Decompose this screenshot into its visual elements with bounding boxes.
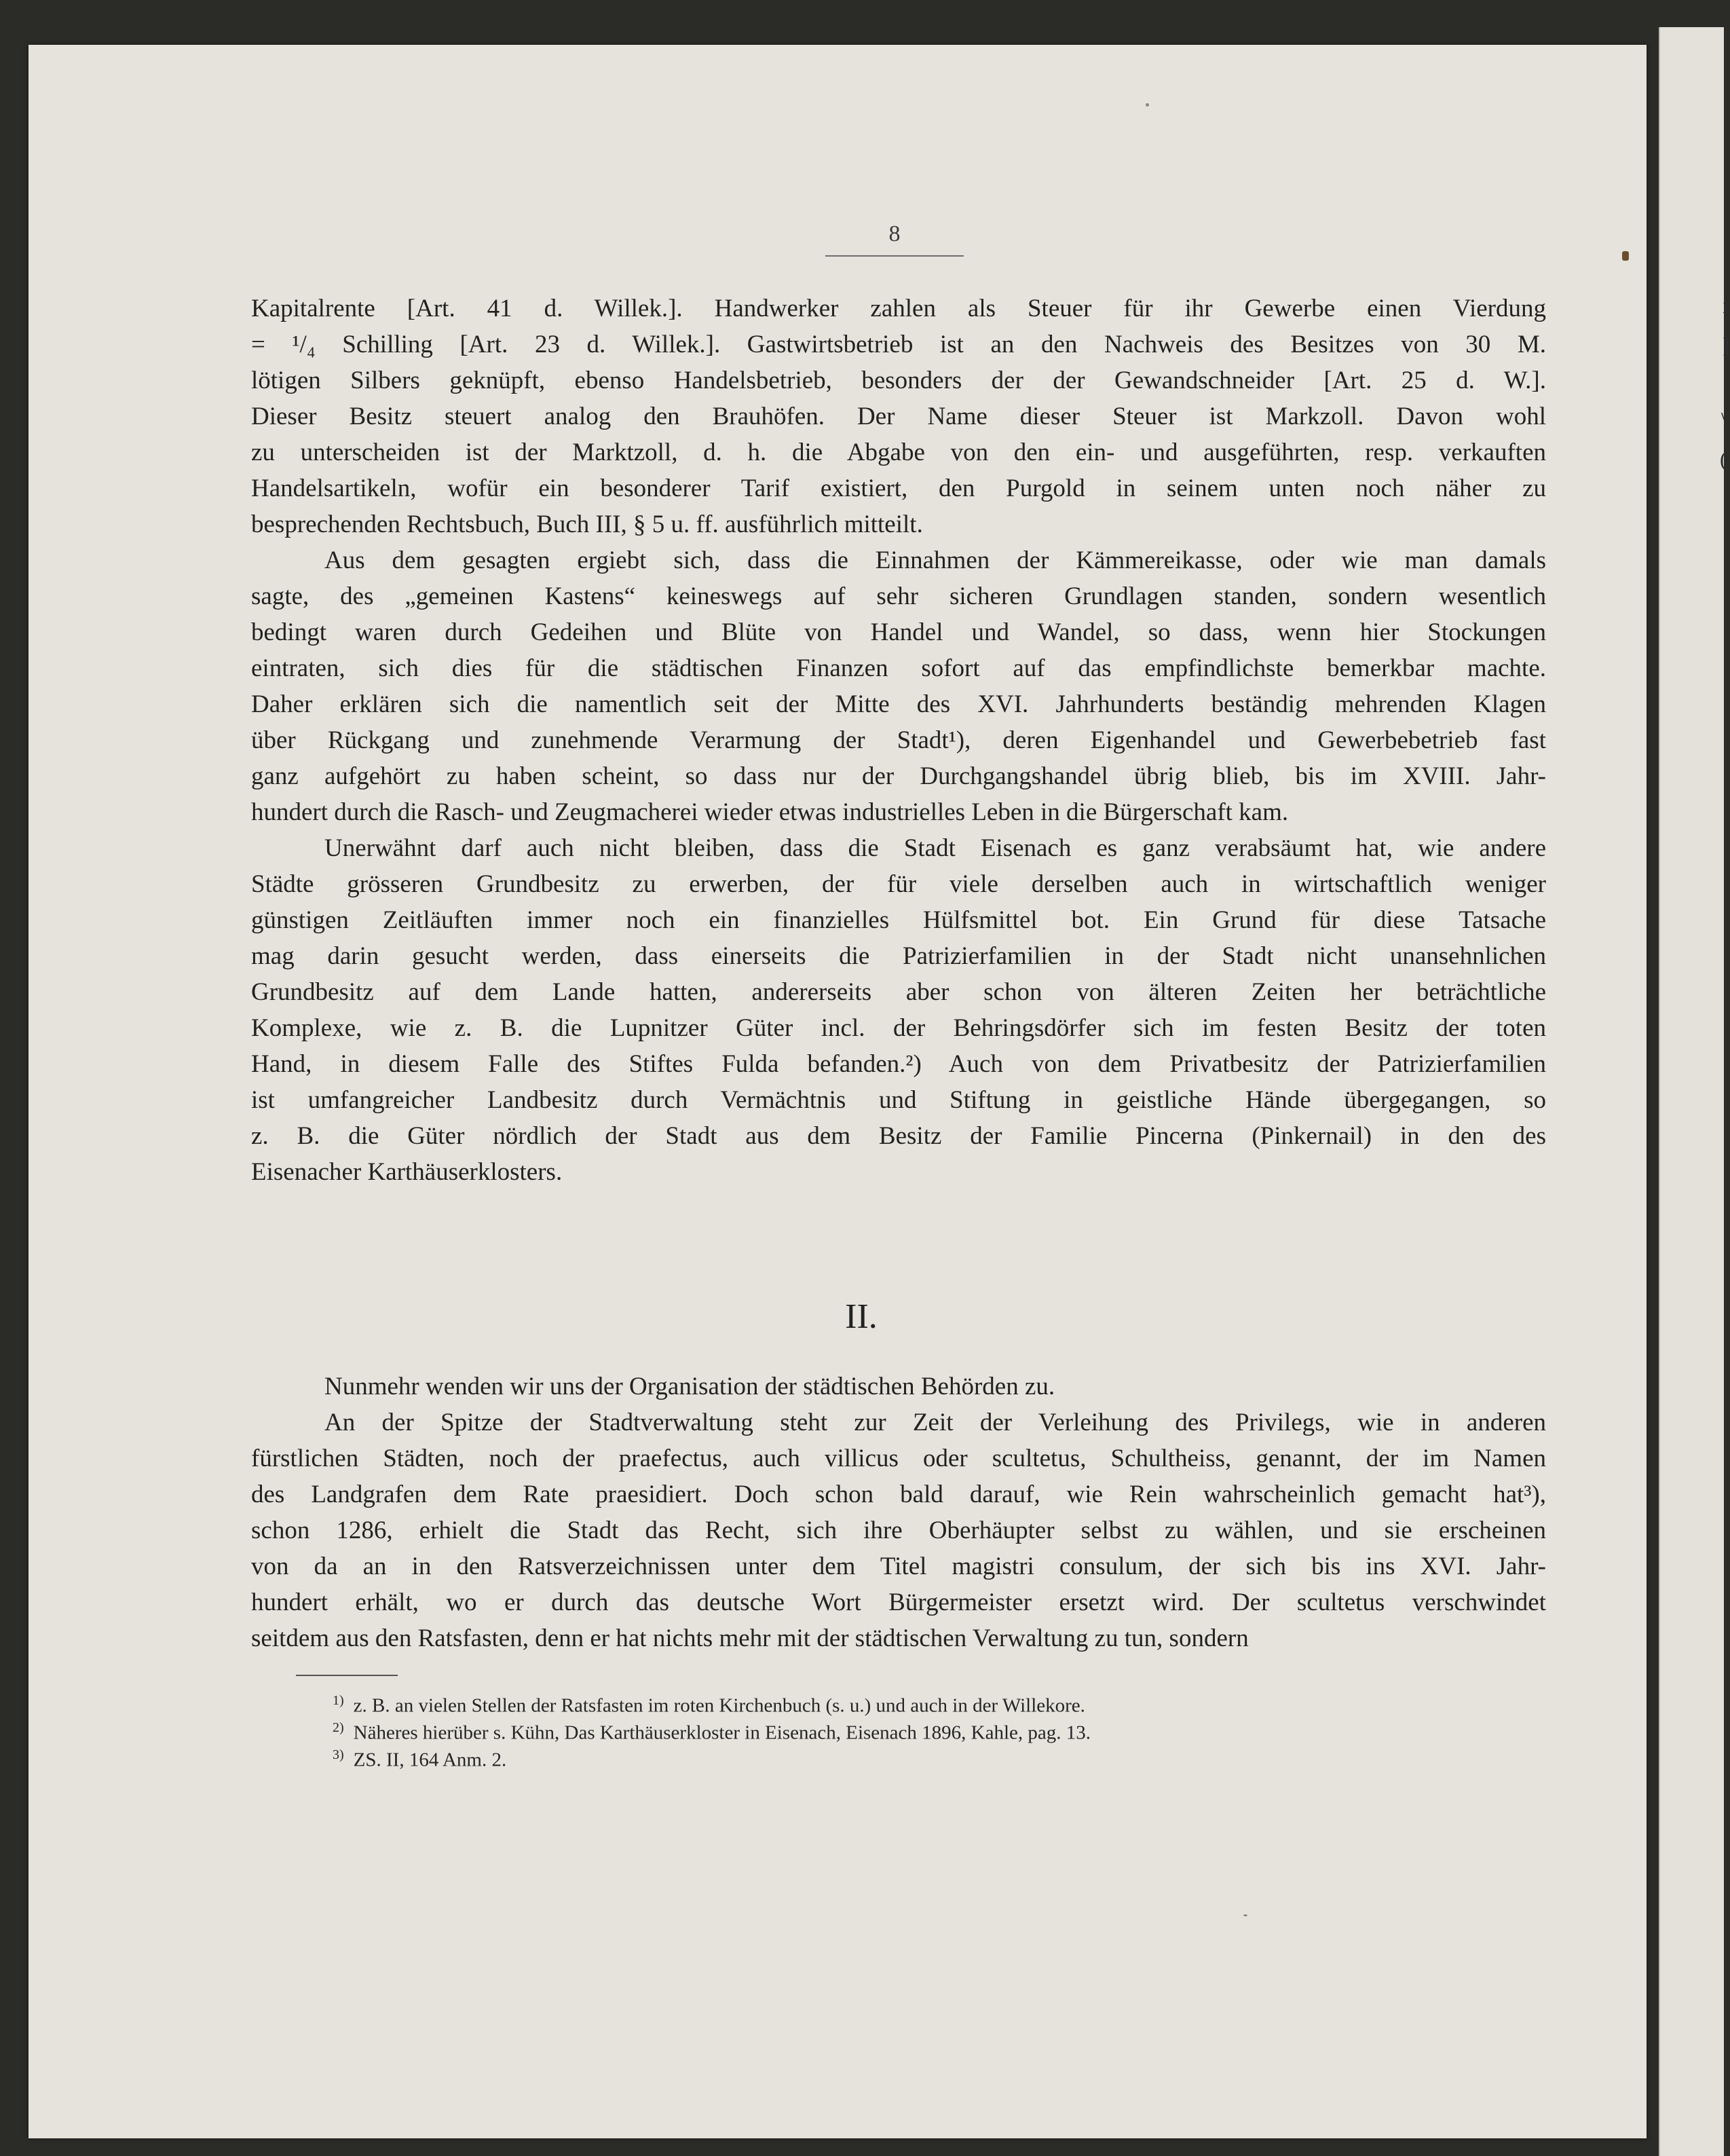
text-line: eintraten, sich dies für die städtischen Finanzen sofort auf das empfindlichste bemerkbar machte. — [251, 654, 1546, 682]
text-line: schon 1286, erhielt die Stadt das Recht, sich ihre Oberhäupter selbst zu wählen, und sie erscheinen — [251, 1517, 1546, 1544]
paragraph — [251, 830, 1546, 1190]
footnote-mark: 1) — [333, 1693, 344, 1708]
text-line: Unerwähnt darf auch nicht bleiben, dass die Stadt Eisenach es ganz verabsäumt hat, wie andere — [324, 834, 1546, 862]
paragraph — [251, 1369, 1546, 1405]
footnote — [333, 1714, 1486, 1744]
text-line: ganz aufgehört zu haben scheint, so dass nur der Durchgangshandel übrig blieb, bis im XVIII. Jahr- — [251, 762, 1546, 790]
edge-letter: ( — [1720, 447, 1727, 471]
page-number-rule — [825, 255, 964, 257]
text-line: An der Spitze der Stadtverwaltung steht zur Zeit der Verleihung des Privilegs, wie in anderen — [324, 1409, 1546, 1436]
text-line: Dieser Besitz steuert analog den Brauhöfen. Der Name dieser Steuer ist Markzoll. Davon wohl — [251, 403, 1546, 430]
adjacent-page-edge — [1659, 27, 1730, 2156]
text-line: Nunmehr wenden wir uns der Organisation der städtischen Behörden zu. — [324, 1373, 1055, 1400]
section-heading: II. — [845, 1297, 878, 1336]
text-line: Daher erklären sich die namentlich seit der Mitte des XVI. Jahrhunderts beständig mehrenden Klagen — [251, 690, 1546, 718]
text-line: günstigen Zeitläuften immer noch ein finanzielles Hülfsmittel bot. Ein Grund für diese Tatsache — [251, 906, 1546, 934]
edge-letter: \ — [1721, 407, 1727, 432]
text-line: Eisenacher Karthäuserklosters. — [251, 1158, 563, 1186]
text-line: = ¹/₄ Schilling [Art. 23 d. Willek.]. Gastwirtsbetrieb ist an den Nachweis des Besitzes von 30 M. — [251, 331, 1546, 358]
text-line: über Rückgang und zunehmende Verarmung der Stadt¹), deren Eigenhandel und Gewerbebetrieb fast — [251, 726, 1546, 754]
text-line: des Landgrafen dem Rate praesidiert. Doch schon bald darauf, wie Rein wahrscheinlich gemacht hat³), — [251, 1481, 1546, 1508]
text-line: Komplexe, wie z. B. die Lupnitzer Güter incl. der Behringsdörfer sich im festen Besitz der toten — [251, 1014, 1546, 1042]
footnote — [333, 1687, 1486, 1717]
text-line: hundert erhält, wo er durch das deutsche Wort Bürgermeister ersetzt wird. Der scultetus verschwindet — [251, 1588, 1546, 1616]
text-line: Aus dem gesagten ergiebt sich, dass die Einnahmen der Kämmereikasse, oder wie man damals — [324, 546, 1546, 574]
paper-speck — [1146, 103, 1149, 107]
text-line: bedingt waren durch Gedeihen und Blüte von Handel und Wandel, so dass, wenn hier Stockungen — [251, 618, 1546, 646]
paragraph — [251, 1405, 1546, 1656]
text-line: Hand, in diesem Falle des Stiftes Fulda befanden.²) Auch von dem Privatbesitz der Patrizierfamilien — [251, 1050, 1546, 1078]
body-text-bottom — [251, 1369, 1546, 1656]
footnote — [333, 1741, 1486, 1771]
edge-letter: ] — [1723, 333, 1730, 357]
text-line: fürstlichen Städten, noch der praefectus, auch villicus oder scultetus, Schultheiss, genannt, der im Namen — [251, 1445, 1546, 1472]
text-line: sagte, des „gemeinen Kastens“ keineswegs auf sehr sicheren Grundlagen standen, sondern wesentlich — [251, 582, 1546, 610]
text-line: von da an in den Ratsverzeichnissen unter dem Titel magistri consulum, der sich bis ins XVI. Jahr- — [251, 1553, 1546, 1580]
text-line: ist umfangreicher Landbesitz durch Vermächtnis und Stiftung in geistliche Hände übergegangen, so — [251, 1086, 1546, 1114]
footnote-text: z. B. an vielen Stellen der Ratsfasten im roten Kirchenbuch (s. u.) und auch in der Willekore. — [353, 1694, 1085, 1717]
footnote-mark: 2) — [333, 1720, 344, 1735]
text-line: hundert durch die Rasch- und Zeugmacherei wieder etwas industrielles Leben in die Bürgerschaft kam. — [251, 798, 1289, 826]
page-edge-stain — [1622, 251, 1629, 261]
footnote-mark: 3) — [333, 1747, 344, 1762]
footnote-text: ZS. II, 164 Anm. 2. — [353, 1749, 507, 1771]
text-line: z. B. die Güter nördlich der Stadt aus dem Besitz der Familie Pincerna (Pinkernail) in den des — [251, 1122, 1546, 1150]
text-line: Grundbesitz auf dem Lande hatten, andererseits aber schon von älteren Zeiten her beträchtliche — [251, 978, 1546, 1006]
text-line: zu unterscheiden ist der Marktzoll, d. h. die Abgabe von den ein- und ausgeführten, resp. verkauften — [251, 439, 1546, 466]
paragraph — [251, 291, 1546, 542]
text-line: seitdem aus den Ratsfasten, denn er hat nichts mehr mit der städtischen Verwaltung zu tun, sondern — [251, 1624, 1249, 1652]
footnotes — [333, 1687, 1486, 1771]
text-line: mag darin gesucht werden, dass einerseits die Patrizierfamilien in der Stadt nicht unansehnlichen — [251, 942, 1546, 970]
footnote-text: Näheres hierüber s. Kühn, Das Karthäuserkloster in Eisenach, Eisenach 1896, Kahle, pag. 13. — [353, 1722, 1091, 1744]
paragraph — [251, 542, 1546, 830]
text-line: Städte grösseren Grundbesitz zu erwerben, der für viele derselben auch in wirtschaftlich weniger — [251, 870, 1546, 898]
body-text-top — [251, 291, 1546, 1190]
text-line: lötigen Silbers geknüpft, ebenso Handelsbetrieb, besonders der der Gewandschneider [Art. 25 d. W.]. — [251, 367, 1546, 394]
footnote-rule — [296, 1675, 398, 1676]
text-line: Handelsartikeln, wofür ein besonderer Tarif existiert, den Purgold in seinem unten noch näher zu — [251, 475, 1546, 502]
text-line: besprechenden Rechtsbuch, Buch III, § 5 u. ff. ausführlich mitteilt. — [251, 510, 923, 538]
paper-speck — [1243, 1914, 1247, 1916]
text-line: Kapitalrente [Art. 41 d. Willek.]. Handwerker zahlen als Steuer für ihr Gewerbe einen Vierdung — [251, 295, 1546, 322]
edge-letter: i — [1723, 293, 1729, 318]
page-number: 8 — [888, 221, 901, 246]
